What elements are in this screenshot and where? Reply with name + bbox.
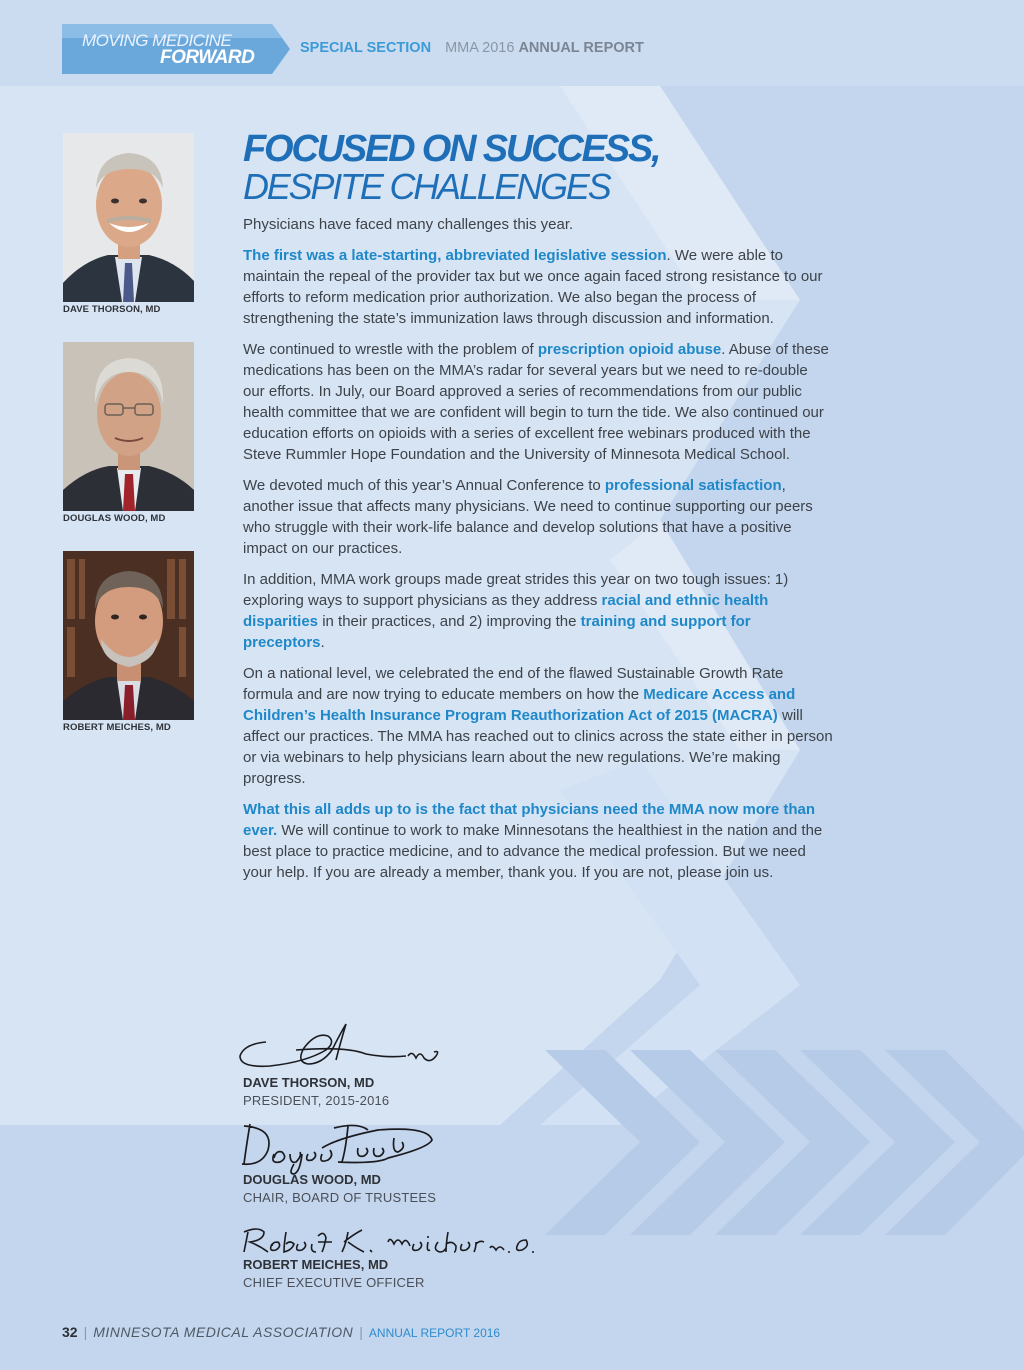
page-footer [62, 1324, 500, 1340]
highlight-legislative-session: The first was a late-starting, abbreviated legislative session [243, 247, 667, 264]
photo-caption-wood: DOUGLAS WOOD, MD [63, 513, 166, 524]
special-section-label: SPECIAL SECTION [300, 40, 432, 56]
paragraph-3-text-a: We continued to wrestle with the problem of [243, 341, 538, 358]
footer-divider-2: | [359, 1324, 363, 1340]
signature-thorson [236, 1020, 446, 1075]
signature-name-thorson: DAVE THORSON, MD [243, 1075, 375, 1090]
banner-line1: MOVING MEDICINE [82, 31, 232, 50]
page-number: 32 [62, 1324, 78, 1340]
paragraph-5 [243, 569, 833, 653]
paragraph-3-text-b: . Abuse of these medications has been on the MMA’s radar for several years but we need to re-double our efforts. In July, our Board approved a series of recommendations from our public health committee that we are confident will begin to turn the tide. We also continued our education efforts on opioids with a series of excellent free webinars produced with the Steve Rummler Hope Foundation and the University of Minnesota Medical School. [243, 341, 829, 463]
photo-caption-meiches: ROBERT MEICHES, MD [63, 722, 171, 733]
signature-title-meiches: CHIEF EXECUTIVE OFFICER [243, 1275, 425, 1290]
photo-douglas-wood [63, 342, 194, 511]
paragraph-4 [243, 475, 833, 559]
header-section-label [300, 40, 644, 56]
signature-name-meiches: ROBERT MEICHES, MD [243, 1257, 389, 1272]
signature-title-thorson: PRESIDENT, 2015-2016 [243, 1093, 390, 1108]
footer-report: ANNUAL REPORT 2016 [368, 1326, 501, 1340]
signature-title-wood: CHAIR, BOARD OF TRUSTEES [243, 1190, 437, 1205]
paragraph-4-text-b: , another issue that affects many physicians. We need to continue supporting our peers who struggle with their work-life balance and develop solutions that have a positive impact on our practices. [243, 477, 813, 557]
paragraph-5-text-b: in their practices, and 2) improving the [318, 613, 581, 630]
article-title-line1: FOCUSED ON SUCCESS, [243, 128, 660, 170]
footer-divider: | [83, 1324, 88, 1340]
paragraph-5-text-a: In addition, MMA work groups made great strides this year on two tough issues: 1) exploring ways to support physicians as they address [243, 571, 789, 609]
highlight-macra: Medicare Access and Children’s Health Insurance Program Reauthorization Act of 2015 (MACRA) [243, 686, 796, 724]
paragraph-7-text: We will continue to work to make Minnesotans the healthiest in the nation and the best place to practice medicine, and to advance the medical profession. But we need your help. If you are already a member, thank you. If you are not, please join us. [243, 822, 823, 881]
paragraph-4-text-a: We devoted much of this year’s Annual Conference to [243, 477, 605, 494]
photo-caption-thorson: DAVE THORSON, MD [63, 304, 161, 315]
paragraph-1: Physicians have faced many challenges this year. [243, 216, 574, 233]
highlight-professional-satisfaction: professional satisfaction [604, 477, 782, 494]
annual-report-label: ANNUAL REPORT [518, 40, 644, 56]
paragraph-6 [243, 663, 833, 789]
highlight-preceptors: training and support for preceptors [243, 613, 751, 651]
article-title-line2: DESPITE CHALLENGES [243, 166, 610, 207]
signature-meiches [238, 1222, 538, 1260]
paragraph-2 [243, 245, 833, 329]
mma-year-label: MMA 2016 [445, 40, 515, 56]
highlight-opioid-abuse: prescription opioid abuse [537, 341, 722, 358]
footer-organization: MINNESOTA MEDICAL ASSOCIATION [93, 1324, 354, 1340]
highlight-health-disparities: racial and ethnic health disparities [243, 592, 769, 630]
paragraph-7 [243, 799, 833, 883]
paragraph-6-text-a: On a national level, we celebrated the end of the flawed Sustainable Growth Rate formula and are now trying to educate members on how the [243, 665, 784, 703]
photo-robert-meiches [63, 551, 194, 720]
paragraph-5-text-c: . [320, 634, 325, 651]
photo-dave-thorson [63, 133, 194, 302]
signature-wood [238, 1118, 438, 1176]
highlight-need-mma: What this all adds up to is the fact that physicians need the MMA now more than ever. [243, 801, 815, 839]
paragraph-2-text: . We were able to maintain the repeal of the provider tax but we once again faced strong resistance to our efforts to reform medication prior authorization. We also began the process of strengthening the state’s immunization laws through discussion and information. [243, 247, 823, 327]
paragraph-6-text-b: will affect our practices. The MMA has reached out to clinics across the state either in person or via webinars to help physicians learn about the new regulations. We’re making progress. [243, 707, 833, 787]
banner-line2: FORWARD [160, 47, 255, 68]
signature-name-wood: DOUGLAS WOOD, MD [243, 1172, 381, 1187]
paragraph-3 [243, 339, 833, 465]
article-body [243, 214, 833, 893]
